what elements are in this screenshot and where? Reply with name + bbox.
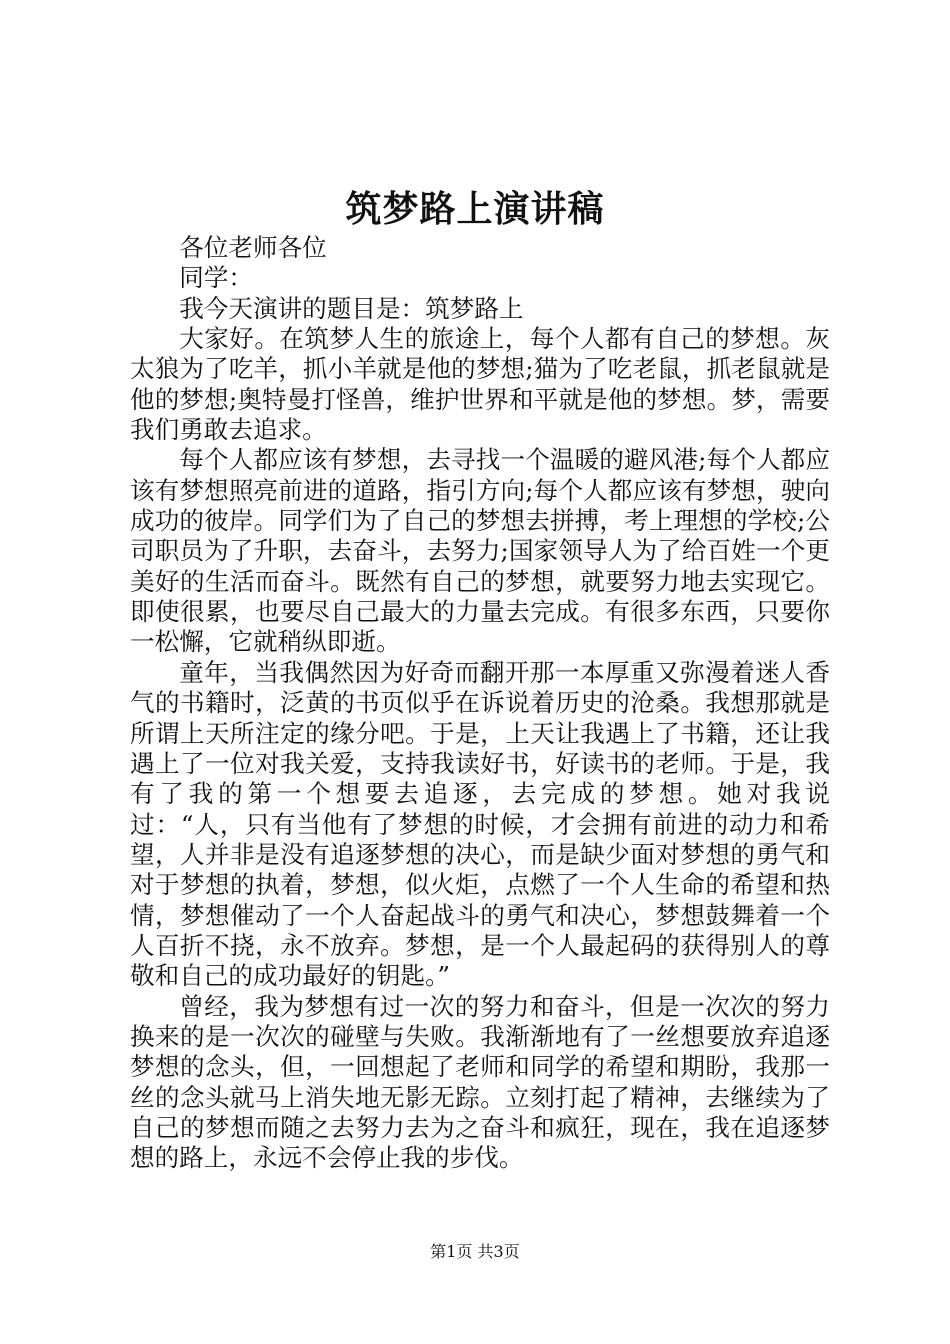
document-title: 筑梦路上演讲稿 (345, 188, 605, 230)
body-paragraph: 童年，当我偶然因为好奇而翻开那一本厚重又弥漫着迷人香气的书籍时，泛黄的书页似乎在诉说着历史的沧桑。我想那就是所谓上天所注定的缘分吧。于是，上天让我遇上了书籍，还让我遇上了一位对我关爱，支持我读好书，好读书的老师。于是，我有了我的第一个想要去追逐，去完成的梦想。她对我说过：“人，只有当他有了梦想的时候，才会拥有前进的动力和希望，人并非是没有追逐梦想的决心，而是缺少面对梦想的勇气和对于梦想的执着，梦想，似火炬，点燃了一个人生命的希望和热情，梦想催动了一个人奋起战斗的勇气和决心，梦想鼓舞着一个人百折不挠，永不放弃。梦想，是一个人最起码的获得别人的尊敬和自己的成功最好的钥匙。” (130, 657, 830, 991)
body-paragraph: 曾经，我为梦想有过一次的努力和奋斗，但是一次次的努力换来的是一次次的碰壁与失败。我渐渐地有了一丝想要放弃追逐梦想的念头，但，一回想起了老师和同学的希望和期盼，我那一丝的念头就马上消失地无影无踪。立刻打起了精神，去继续为了自己的梦想而随之去努力去为之奋斗和疯狂，现在，我在追逐梦想的路上，永远不会停止我的步伐。 (130, 991, 830, 1173)
speech-topic-line: 我今天演讲的题目是：筑梦路上 (179, 293, 524, 323)
document-body (130, 233, 830, 1174)
body-paragraph: 大家好。在筑梦人生的旅途上，每个人都有自己的梦想。灰太狼为了吃羊，抓小羊就是他的梦想;猫为了吃老鼠，抓老鼠就是他的梦想;奥特曼打怪兽，维护世界和平就是他的梦想。梦，需要我们勇敢去追求。 (130, 324, 830, 445)
body-paragraph: 每个人都应该有梦想，去寻找一个温暖的避风港;每个人都应该有梦想照亮前进的道路，指引方向;每个人都应该有梦想，驶向成功的彼岸。同学们为了自己的梦想去拼搏，考上理想的学校;公司职员为了升职，去奋斗，去努力;国家领导人为了给百姓一个更美好的生活而奋斗。既然有自己的梦想，就要努力地去实现它。即使很累，也要尽自己最大的力量去完成。有很多东西，只要你一松懈，它就稍纵即逝。 (130, 445, 830, 657)
salutation-line-1: 各位老师各位 (179, 233, 327, 262)
salutation-line-2: 同学： (179, 263, 253, 293)
page-number-footer: 第1页 共3页 (430, 1242, 520, 1261)
